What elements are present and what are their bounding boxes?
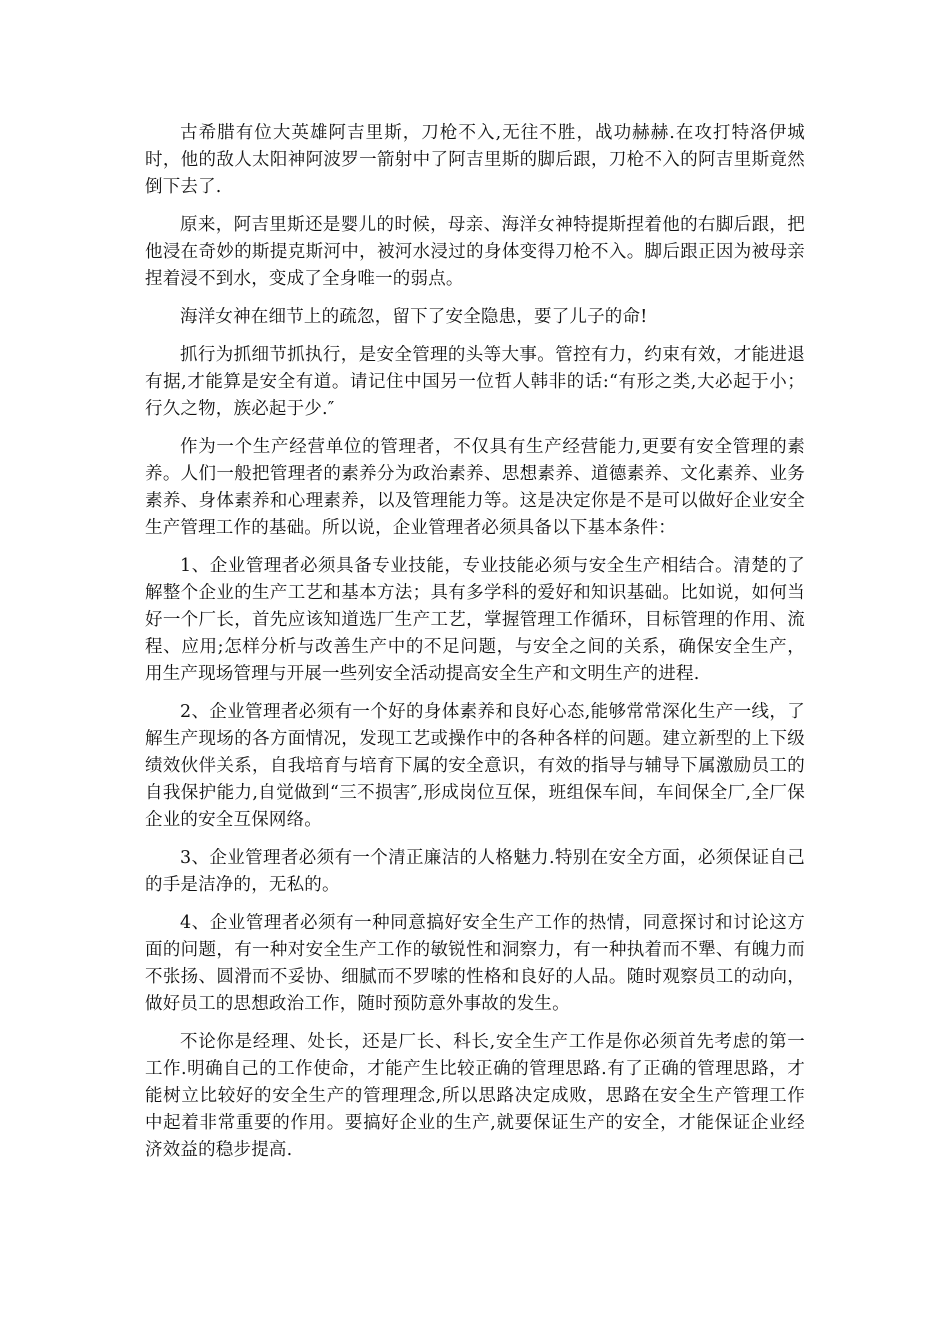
document-body <box>145 120 805 1175</box>
paragraph-condition-4: 4、企业管理者必须有一种同意搞好安全生产工作的热情，同意探讨和讨论这方面的问题，有一种对安全生产工作的敏锐性和洞察力，有一种执着而不犟、有魄力而不张扬、圆滑而不妥协、细腻而不罗嗦的性格和良好的人品。随时观察员工的动向，做好员工的思想政治工作，随时预防意外事故的发生。 <box>145 913 805 1014</box>
paragraph-conclusion: 不论你是经理、处长，还是厂长、科长,安全生产工作是你必须首先考虑的第一工作.明确自己的工作使命，才能产生比较正确的管理思路.有了正确的管理思路，才能树立比较好的安全生产的管理理念,所以思路决定成败，思路在安全生产管理工作中起着非常重要的作用。要搞好企业的生产,就要保证生产的安全，才能保证企业经济效益的稳步提高. <box>145 1032 805 1160</box>
paragraph-hazard: 海洋女神在细节上的疏忽，留下了安全隐患，要了儿子的命! <box>180 307 648 327</box>
paragraph-condition-2: 2、企业管理者必须有一个好的身体素养和良好心态,能够常常深化生产一线，了解生产现场的各方面情况，发现工艺或操作中的各种各样的问题。建立新型的上下级绩效伙伴关系，自我培育与培育下属的安全意识，有效的指导与辅导下属激励员工的自我保护能力,自觉做到“三不损害″,形成岗位互保，班组保车间，车间保全厂,全厂保企业的安全互保网络。 <box>145 702 805 830</box>
paragraph-manager-qualities: 作为一个生产经营单位的管理者，不仅具有生产经营能力,更要有安全管理的素养。人们一般把管理者的素养分为政治素养、思想素养、道德素养、文化素养、业务素养、身体素养和心理素养，以及管理能力等。这是决定你是不是可以做好企业安全生产管理工作的基础。所以说，企业管理者必须具备以下基本条件： <box>145 437 805 538</box>
paragraph-achilles-intro: 古希腊有位大英雄阿吉里斯，刀枪不入,无往不胜，战功赫赫.在攻打特洛伊城时，他的敌人太阳神阿波罗一箭射中了阿吉里斯的脚后跟，刀枪不入的阿吉里斯竟然倒下去了. <box>145 123 805 197</box>
paragraph-achilles-heel: 原来，阿吉里斯还是婴儿的时候，母亲、海洋女神特提斯捏着他的右脚后跟，把他浸在奇妙的斯提克斯河中，被河水浸过的身体变得刀枪不入。脚后跟正因为被母亲捏着浸不到水，变成了全身唯一的弱点。 <box>145 215 805 289</box>
paragraph-management-priority: 抓行为抓细节抓执行，是安全管理的头等大事。管控有力，约束有效，才能进退有据,才能算是安全有道。请记住中国另一位哲人韩非的话:“有形之类,大必起于小；行久之物，族必起于少.″ <box>145 345 805 419</box>
paragraph-condition-3: 3、企业管理者必须有一个清正廉洁的人格魅力.特别在安全方面，必须保证自己的手是洁净的，无私的。 <box>145 848 805 895</box>
paragraph-condition-1: 1、企业管理者必须具备专业技能，专业技能必须与安全生产相结合。清楚的了解整个企业的生产工艺和基本方法；具有多学科的爱好和知识基础。比如说，如何当好一个厂长，首先应该知道选厂生产工艺，掌握管理工作循环，目标管理的作用、流程、应用;怎样分析与改善生产中的不足问题，与安全之间的关系，确保安全生产，用生产现场管理与开展一些列安全活动提高安全生产和文明生产的进程. <box>145 556 805 684</box>
